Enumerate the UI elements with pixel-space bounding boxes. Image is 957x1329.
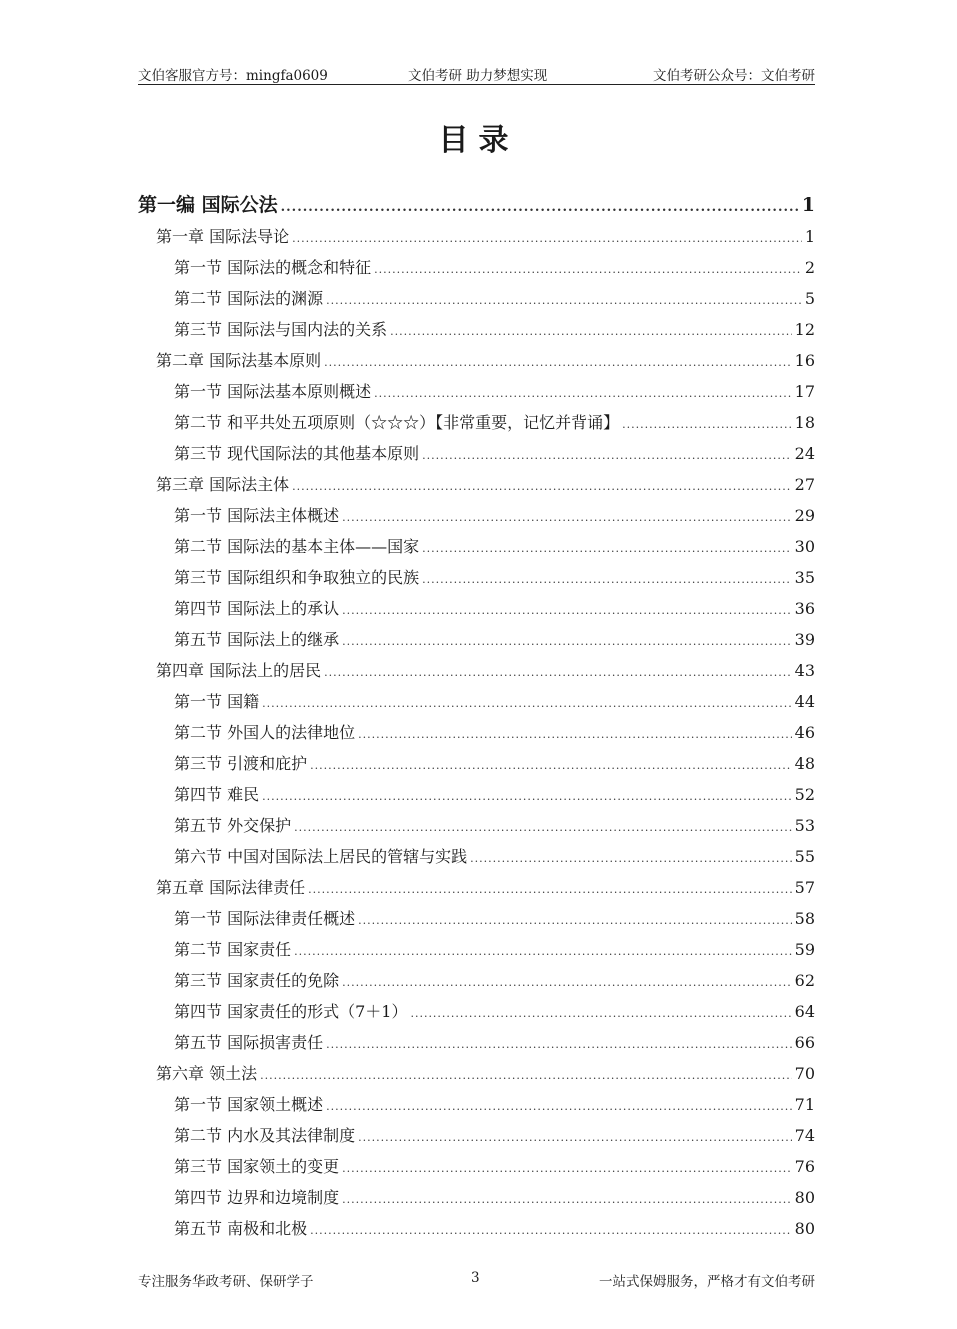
toc-entry-page: 35 (794, 568, 815, 587)
toc-leader-dots (326, 1091, 792, 1122)
toc-leader-dots (358, 905, 792, 936)
header-left-text: 文伯客服官方号：mingfa0609 (138, 68, 328, 84)
toc-entry-section[interactable] (138, 531, 815, 562)
toc-leader-dots (310, 750, 792, 781)
toc-leader-dots (324, 347, 792, 378)
toc-entry-label: 第二节 内水及其法律制度 (174, 1126, 356, 1145)
toc-leader-dots (342, 1153, 792, 1184)
toc-entry-chapter[interactable] (138, 221, 815, 252)
toc-leader-dots (294, 812, 792, 843)
toc-leader-dots (470, 843, 792, 874)
toc-leader-dots (390, 316, 792, 347)
toc-entry-section[interactable] (138, 965, 815, 996)
toc-entry-section[interactable] (138, 314, 815, 345)
toc-entry-page: 74 (794, 1126, 815, 1145)
toc-entry-page: 1 (804, 227, 815, 246)
toc-leader-dots (294, 936, 792, 967)
toc-entry-label: 第一节 国际法律责任概述 (174, 909, 356, 928)
toc-entry-label: 第五节 国际损害责任 (174, 1033, 324, 1052)
toc-leader-dots (342, 1184, 792, 1215)
toc-entry-page: 30 (794, 537, 815, 556)
toc-entry-label: 第二节 国家责任 (174, 940, 292, 959)
toc-entry-label: 第四节 难民 (174, 785, 260, 804)
toc-entry-page: 76 (794, 1157, 815, 1176)
toc-entry-section[interactable] (138, 1213, 815, 1244)
page-header (138, 64, 815, 85)
toc-entry-page: 52 (794, 785, 815, 804)
toc-entry-chapter[interactable] (138, 345, 815, 376)
toc-leader-dots (422, 564, 792, 595)
toc-leader-dots (326, 285, 802, 316)
toc-entry-label: 第四章 国际法上的居民 (156, 661, 322, 680)
toc-entry-section[interactable] (138, 717, 815, 748)
toc-entry-section[interactable] (138, 686, 815, 717)
toc-entry-page: 12 (794, 320, 815, 339)
toc-entry-page: 24 (794, 444, 815, 463)
toc-entry-section[interactable] (138, 1120, 815, 1151)
toc-entry-section[interactable] (138, 779, 815, 810)
header-right-text: 文伯考研公众号：文伯考研 (653, 68, 815, 84)
table-of-contents (138, 189, 815, 1244)
toc-entry-label: 第六章 领土法 (156, 1064, 258, 1083)
toc-entry-label: 第三节 引渡和庇护 (174, 754, 308, 773)
toc-entry-label: 第一节 国际法基本原则概述 (174, 382, 372, 401)
toc-entry-chapter[interactable] (138, 872, 815, 903)
toc-leader-dots (358, 1122, 792, 1153)
toc-entry-page: 71 (794, 1095, 815, 1114)
toc-entry-section[interactable] (138, 593, 815, 624)
toc-entry-section[interactable] (138, 934, 815, 965)
toc-leader-dots (326, 1029, 792, 1060)
toc-leader-dots (342, 502, 792, 533)
toc-entry-page: 58 (794, 909, 815, 928)
toc-entry-label: 第二节 国际法的基本主体——国家 (174, 537, 420, 556)
toc-entry-page: 59 (794, 940, 815, 959)
toc-entry-section[interactable] (138, 438, 815, 469)
toc-entry-label: 第二节 外国人的法律地位 (174, 723, 356, 742)
toc-entry-section[interactable] (138, 1182, 815, 1213)
toc-entry-label: 第三节 现代国际法的其他基本原则 (174, 444, 420, 463)
toc-entry-label: 第三节 国际组织和争取独立的民族 (174, 568, 420, 587)
toc-leader-dots (374, 254, 802, 285)
toc-entry-label: 第三节 国家领土的变更 (174, 1157, 340, 1176)
toc-entry-section[interactable] (138, 841, 815, 872)
toc-entry-label: 第五节 外交保护 (174, 816, 292, 835)
toc-entry-page: 44 (794, 692, 815, 711)
toc-leader-dots (410, 998, 791, 1029)
toc-entry-section[interactable] (138, 996, 815, 1027)
toc-entry-page: 29 (794, 506, 815, 525)
toc-entry-label: 第一章 国际法导论 (156, 227, 290, 246)
toc-leader-dots (292, 223, 802, 254)
toc-entry-label: 第一编 国际公法 (138, 194, 278, 216)
toc-entry-section[interactable] (138, 1089, 815, 1120)
toc-leader-dots (342, 595, 792, 626)
toc-entry-label: 第三节 国家责任的免除 (174, 971, 340, 990)
toc-entry-page: 2 (804, 258, 815, 277)
toc-leader-dots (342, 967, 792, 998)
toc-entry-label: 第二节 国际法的渊源 (174, 289, 324, 308)
toc-entry-section[interactable] (138, 810, 815, 841)
toc-entry-page: 80 (794, 1219, 815, 1238)
toc-leader-dots (308, 874, 792, 905)
toc-entry-label: 第二节 和平共处五项原则（☆☆☆）【非常重要，记忆并背诵】 (174, 413, 620, 432)
toc-entry-section[interactable] (138, 562, 815, 593)
toc-leader-dots (358, 719, 792, 750)
toc-entry-chapter[interactable] (138, 1058, 815, 1089)
toc-entry-page: 46 (794, 723, 815, 742)
toc-leader-dots (310, 1215, 792, 1246)
toc-leader-dots (262, 688, 792, 719)
toc-entry-label: 第一节 国际法的概念和特征 (174, 258, 372, 277)
toc-entry-section[interactable] (138, 500, 815, 531)
header-center-text: 文伯考研 助力梦想实现 (408, 68, 548, 84)
toc-entry-section[interactable] (138, 283, 815, 314)
toc-leader-dots (281, 192, 799, 224)
toc-leader-dots (342, 626, 792, 657)
toc-entry-page: 27 (794, 475, 815, 494)
toc-entry-page: 53 (794, 816, 815, 835)
toc-entry-page: 16 (794, 351, 815, 370)
toc-entry-label: 第一节 国家领土概述 (174, 1095, 324, 1114)
toc-entry-label: 第四节 边界和边境制度 (174, 1188, 340, 1207)
toc-entry-label: 第四节 国家责任的形式（7＋1） (174, 1002, 408, 1021)
toc-leader-dots (422, 533, 792, 564)
toc-leader-dots (374, 378, 792, 409)
toc-entry-section[interactable] (138, 1151, 815, 1182)
toc-entry-page: 62 (794, 971, 815, 990)
toc-entry-page: 5 (804, 289, 815, 308)
toc-leader-dots (260, 1060, 792, 1091)
toc-leader-dots (622, 409, 792, 440)
toc-entry-page: 57 (794, 878, 815, 897)
toc-entry-label: 第六节 中国对国际法上居民的管辖与实践 (174, 847, 468, 866)
toc-entry-section[interactable] (138, 407, 815, 438)
footer-left-text: 专注服务华政考研、保研学子 (138, 1274, 314, 1290)
toc-entry-section[interactable] (138, 252, 815, 283)
toc-leader-dots (324, 657, 792, 688)
toc-entry-page: 70 (794, 1064, 815, 1083)
toc-entry-part[interactable] (138, 189, 815, 221)
toc-entry-label: 第五章 国际法律责任 (156, 878, 306, 897)
toc-entry-chapter[interactable] (138, 469, 815, 500)
page-title: 目录 (438, 123, 519, 158)
toc-entry-page: 55 (794, 847, 815, 866)
toc-leader-dots (262, 781, 792, 812)
footer-right-text: 一站式保姆服务，严格才有文伯考研 (599, 1274, 815, 1290)
toc-entry-page: 36 (794, 599, 815, 618)
toc-entry-label: 第五节 国际法上的继承 (174, 630, 340, 649)
toc-entry-section[interactable] (138, 624, 815, 655)
toc-entry-page: 39 (794, 630, 815, 649)
toc-entry-page: 64 (794, 1002, 815, 1021)
toc-leader-dots (292, 471, 792, 502)
toc-entry-label: 第四节 国际法上的承认 (174, 599, 340, 618)
toc-entry-label: 第三节 国际法与国内法的关系 (174, 320, 388, 339)
toc-entry-section[interactable] (138, 1027, 815, 1058)
toc-entry-page: 66 (794, 1033, 815, 1052)
toc-entry-page: 17 (794, 382, 815, 401)
toc-entry-label: 第一节 国际法主体概述 (174, 506, 340, 525)
toc-entry-section[interactable] (138, 903, 815, 934)
toc-entry-page: 1 (801, 194, 815, 216)
toc-entry-chapter[interactable] (138, 655, 815, 686)
toc-entry-section[interactable] (138, 748, 815, 779)
toc-entry-label: 第二章 国际法基本原则 (156, 351, 322, 370)
toc-entry-page: 80 (794, 1188, 815, 1207)
toc-entry-label: 第五节 南极和北极 (174, 1219, 308, 1238)
toc-leader-dots (422, 440, 792, 471)
footer-page-number: 3 (471, 1270, 480, 1286)
toc-entry-section[interactable] (138, 376, 815, 407)
toc-entry-page: 18 (794, 413, 815, 432)
toc-entry-label: 第一节 国籍 (174, 692, 260, 711)
toc-entry-page: 43 (794, 661, 815, 680)
toc-entry-page: 48 (794, 754, 815, 773)
toc-entry-label: 第三章 国际法主体 (156, 475, 290, 494)
